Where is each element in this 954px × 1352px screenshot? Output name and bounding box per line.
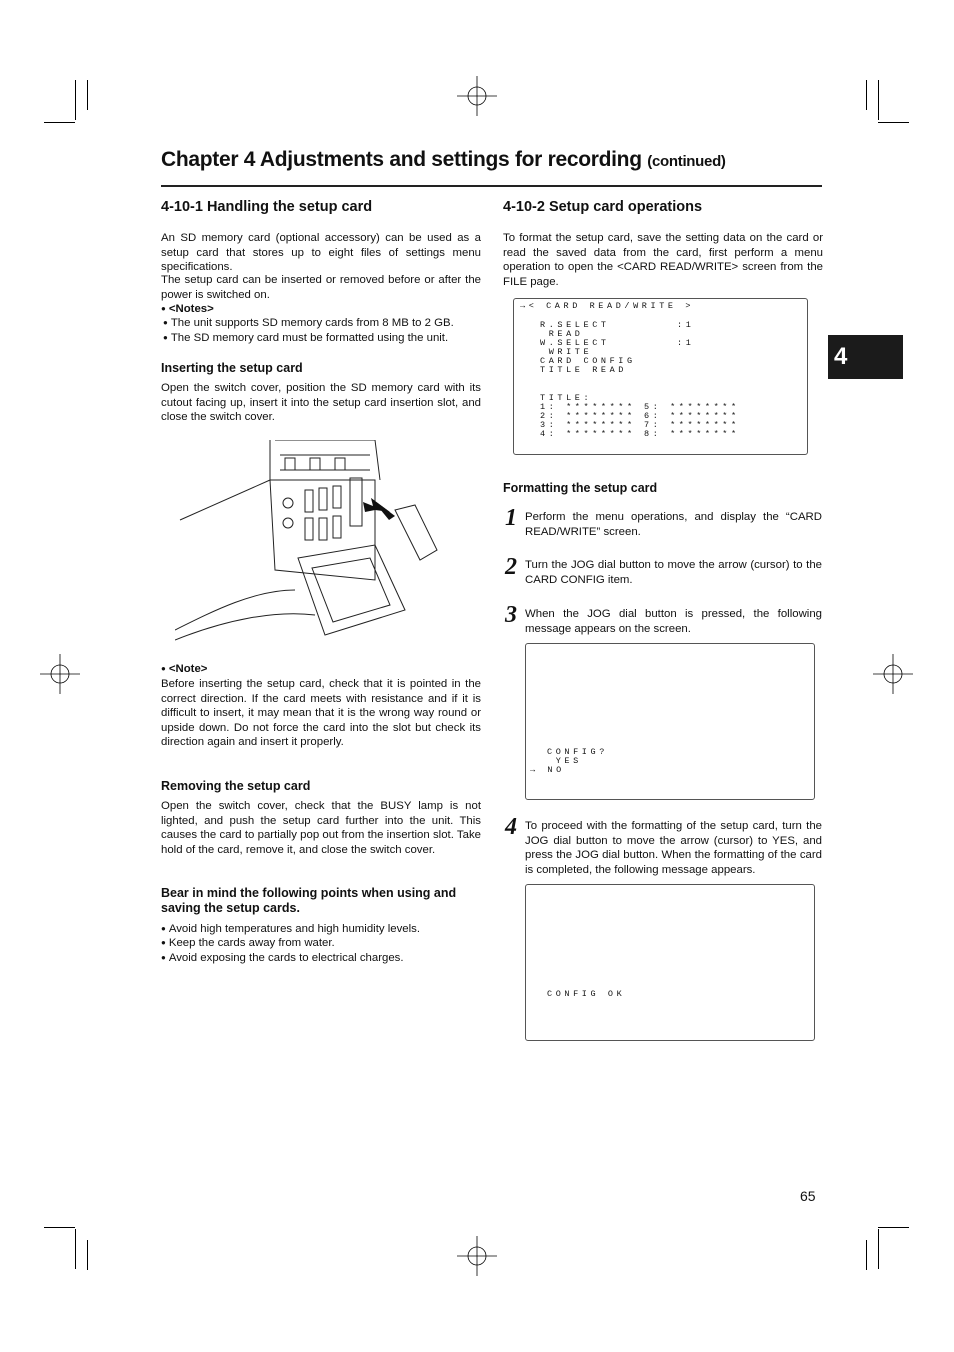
title-slot: 2: ******** — [540, 411, 636, 421]
title-slot: 3: ******** — [540, 420, 636, 430]
screen-title: →< CARD READ/WRITE > — [520, 301, 695, 311]
removing-text: Open the switch cover, check that the BUSY lamp is not lighted, and push the setup card further into the unit. This causes the card to partially pop out from the insertion slot. Take hold of the card, remove it, and close the switch cover. — [161, 800, 481, 856]
config-prompt: CONFIG? — [547, 747, 608, 757]
note-bullet: ● The SD memory card must be formatted using the unit. — [163, 331, 448, 346]
section-title-operations: 4-10-2 Setup card operations — [503, 199, 703, 215]
formatting-title: Formatting the setup card — [503, 481, 658, 495]
chapter-title-text: Chapter 4 Adjustments and settings for recording — [161, 148, 642, 171]
bear-item: ● Keep the cards away from water. — [161, 936, 335, 951]
title-slot: 5: ******** — [644, 402, 740, 412]
config-yes-option: YES — [547, 756, 582, 766]
notes-label: ● <Notes> — [161, 302, 214, 317]
title-slot: 7: ******** — [644, 420, 740, 430]
title-slot: 6: ******** — [644, 411, 740, 421]
note-text: Before inserting the setup card, check that it is pointed in the correct direction. If the card meets with resistance and if it is difficult to insert, it may mean that it is the wrong way round or upside down. Do not force the card into the slot but check its direction again and insert it properly. — [161, 678, 481, 748]
removing-title: Removing the setup card — [161, 779, 311, 793]
note-bullet: ● The unit supports SD memory cards from 8 MB to 2 GB. — [163, 316, 454, 331]
config-ok-screen — [525, 884, 815, 1041]
bear-in-mind-title: Bear in mind the following points when using and saving the setup cards. — [161, 886, 457, 915]
menu-item: R.SELECT — [540, 320, 610, 330]
chapter-tab: 4 — [828, 335, 903, 379]
title-label: TITLE: — [540, 393, 593, 403]
crop-mark — [878, 1227, 909, 1228]
registration-mark-icon — [457, 76, 497, 116]
title-slot: 1: ******** — [540, 402, 636, 412]
crop-mark — [87, 1240, 88, 1270]
crop-mark — [44, 1227, 75, 1228]
menu-item: WRITE — [540, 347, 593, 357]
inserting-text: Open the switch cover, position the SD memory card with its cutout facing up, insert it into the setup card insertion slot, and close the switch cover. — [161, 382, 481, 423]
step-text: Turn the JOG dial button to move the arrow (cursor) to the CARD CONFIG item. — [525, 559, 822, 586]
intro-paragraph: An SD memory card (optional accessory) can be used as a setup card that stores up to eight files of settings menu specifications. — [161, 232, 481, 273]
crop-mark — [878, 80, 879, 120]
continued-label: (continued) — [647, 153, 726, 170]
step-text: When the JOG dial button is pressed, the following message appears on the screen. — [525, 608, 822, 635]
registration-mark-icon — [457, 1236, 497, 1276]
title-slot: 8: ******** — [644, 429, 740, 439]
crop-mark — [866, 1240, 867, 1270]
crop-mark — [866, 80, 867, 110]
crop-mark — [44, 122, 75, 123]
step-number: 4 — [505, 814, 517, 840]
bear-item: ● Avoid high temperatures and high humidity levels. — [161, 922, 420, 937]
crop-mark — [87, 80, 88, 110]
card-read-write-screen — [513, 298, 808, 455]
menu-value: :1 — [677, 320, 695, 330]
menu-item: W.SELECT — [540, 338, 610, 348]
step-text: To proceed with the formatting of the setup card, turn the JOG dial button to move the arrow (cursor) to YES, and press the JOG dial button. When the formatting of the card is completed, the following message appears. — [525, 820, 822, 876]
inserting-title: Inserting the setup card — [161, 361, 303, 375]
intro-paragraph: The setup card can be inserted or removed before or after the power is switched on. — [161, 274, 481, 301]
step-number: 3 — [505, 602, 517, 628]
step-text: Perform the menu operations, and display the “CARD READ/WRITE” screen. — [525, 511, 822, 538]
registration-mark-icon — [40, 654, 80, 694]
note-label: ● <Note> — [161, 662, 207, 677]
header-rule — [161, 185, 822, 187]
title-slot: 4: ******** — [540, 429, 636, 439]
step-number: 2 — [505, 554, 517, 580]
menu-value: :1 — [677, 338, 695, 348]
crop-mark — [878, 122, 909, 123]
menu-item: CARD CONFIG — [540, 356, 636, 366]
section-title-handling: 4-10-1 Handling the setup card — [161, 199, 373, 215]
config-no-option: → NO — [530, 765, 565, 775]
menu-item: READ — [540, 329, 584, 339]
setup-card-insertion-illustration — [175, 440, 445, 650]
page-number: 65 — [800, 1188, 816, 1204]
menu-item: TITLE READ — [540, 365, 628, 375]
crop-mark — [75, 80, 76, 120]
crop-mark — [878, 1229, 879, 1269]
registration-mark-icon — [873, 654, 913, 694]
config-prompt-screen — [525, 643, 815, 800]
config-ok-message: CONFIG OK — [547, 989, 626, 999]
chapter-title — [161, 148, 726, 172]
crop-mark — [75, 1229, 76, 1269]
bear-item: ● Avoid exposing the cards to electrical charges. — [161, 951, 404, 966]
operations-intro: To format the setup card, save the setting data on the card or read the saved data from the card, first perform a menu operation to open the <CARD READ/WRITE> screen from the FILE page. — [503, 232, 823, 288]
step-number: 1 — [505, 505, 517, 531]
